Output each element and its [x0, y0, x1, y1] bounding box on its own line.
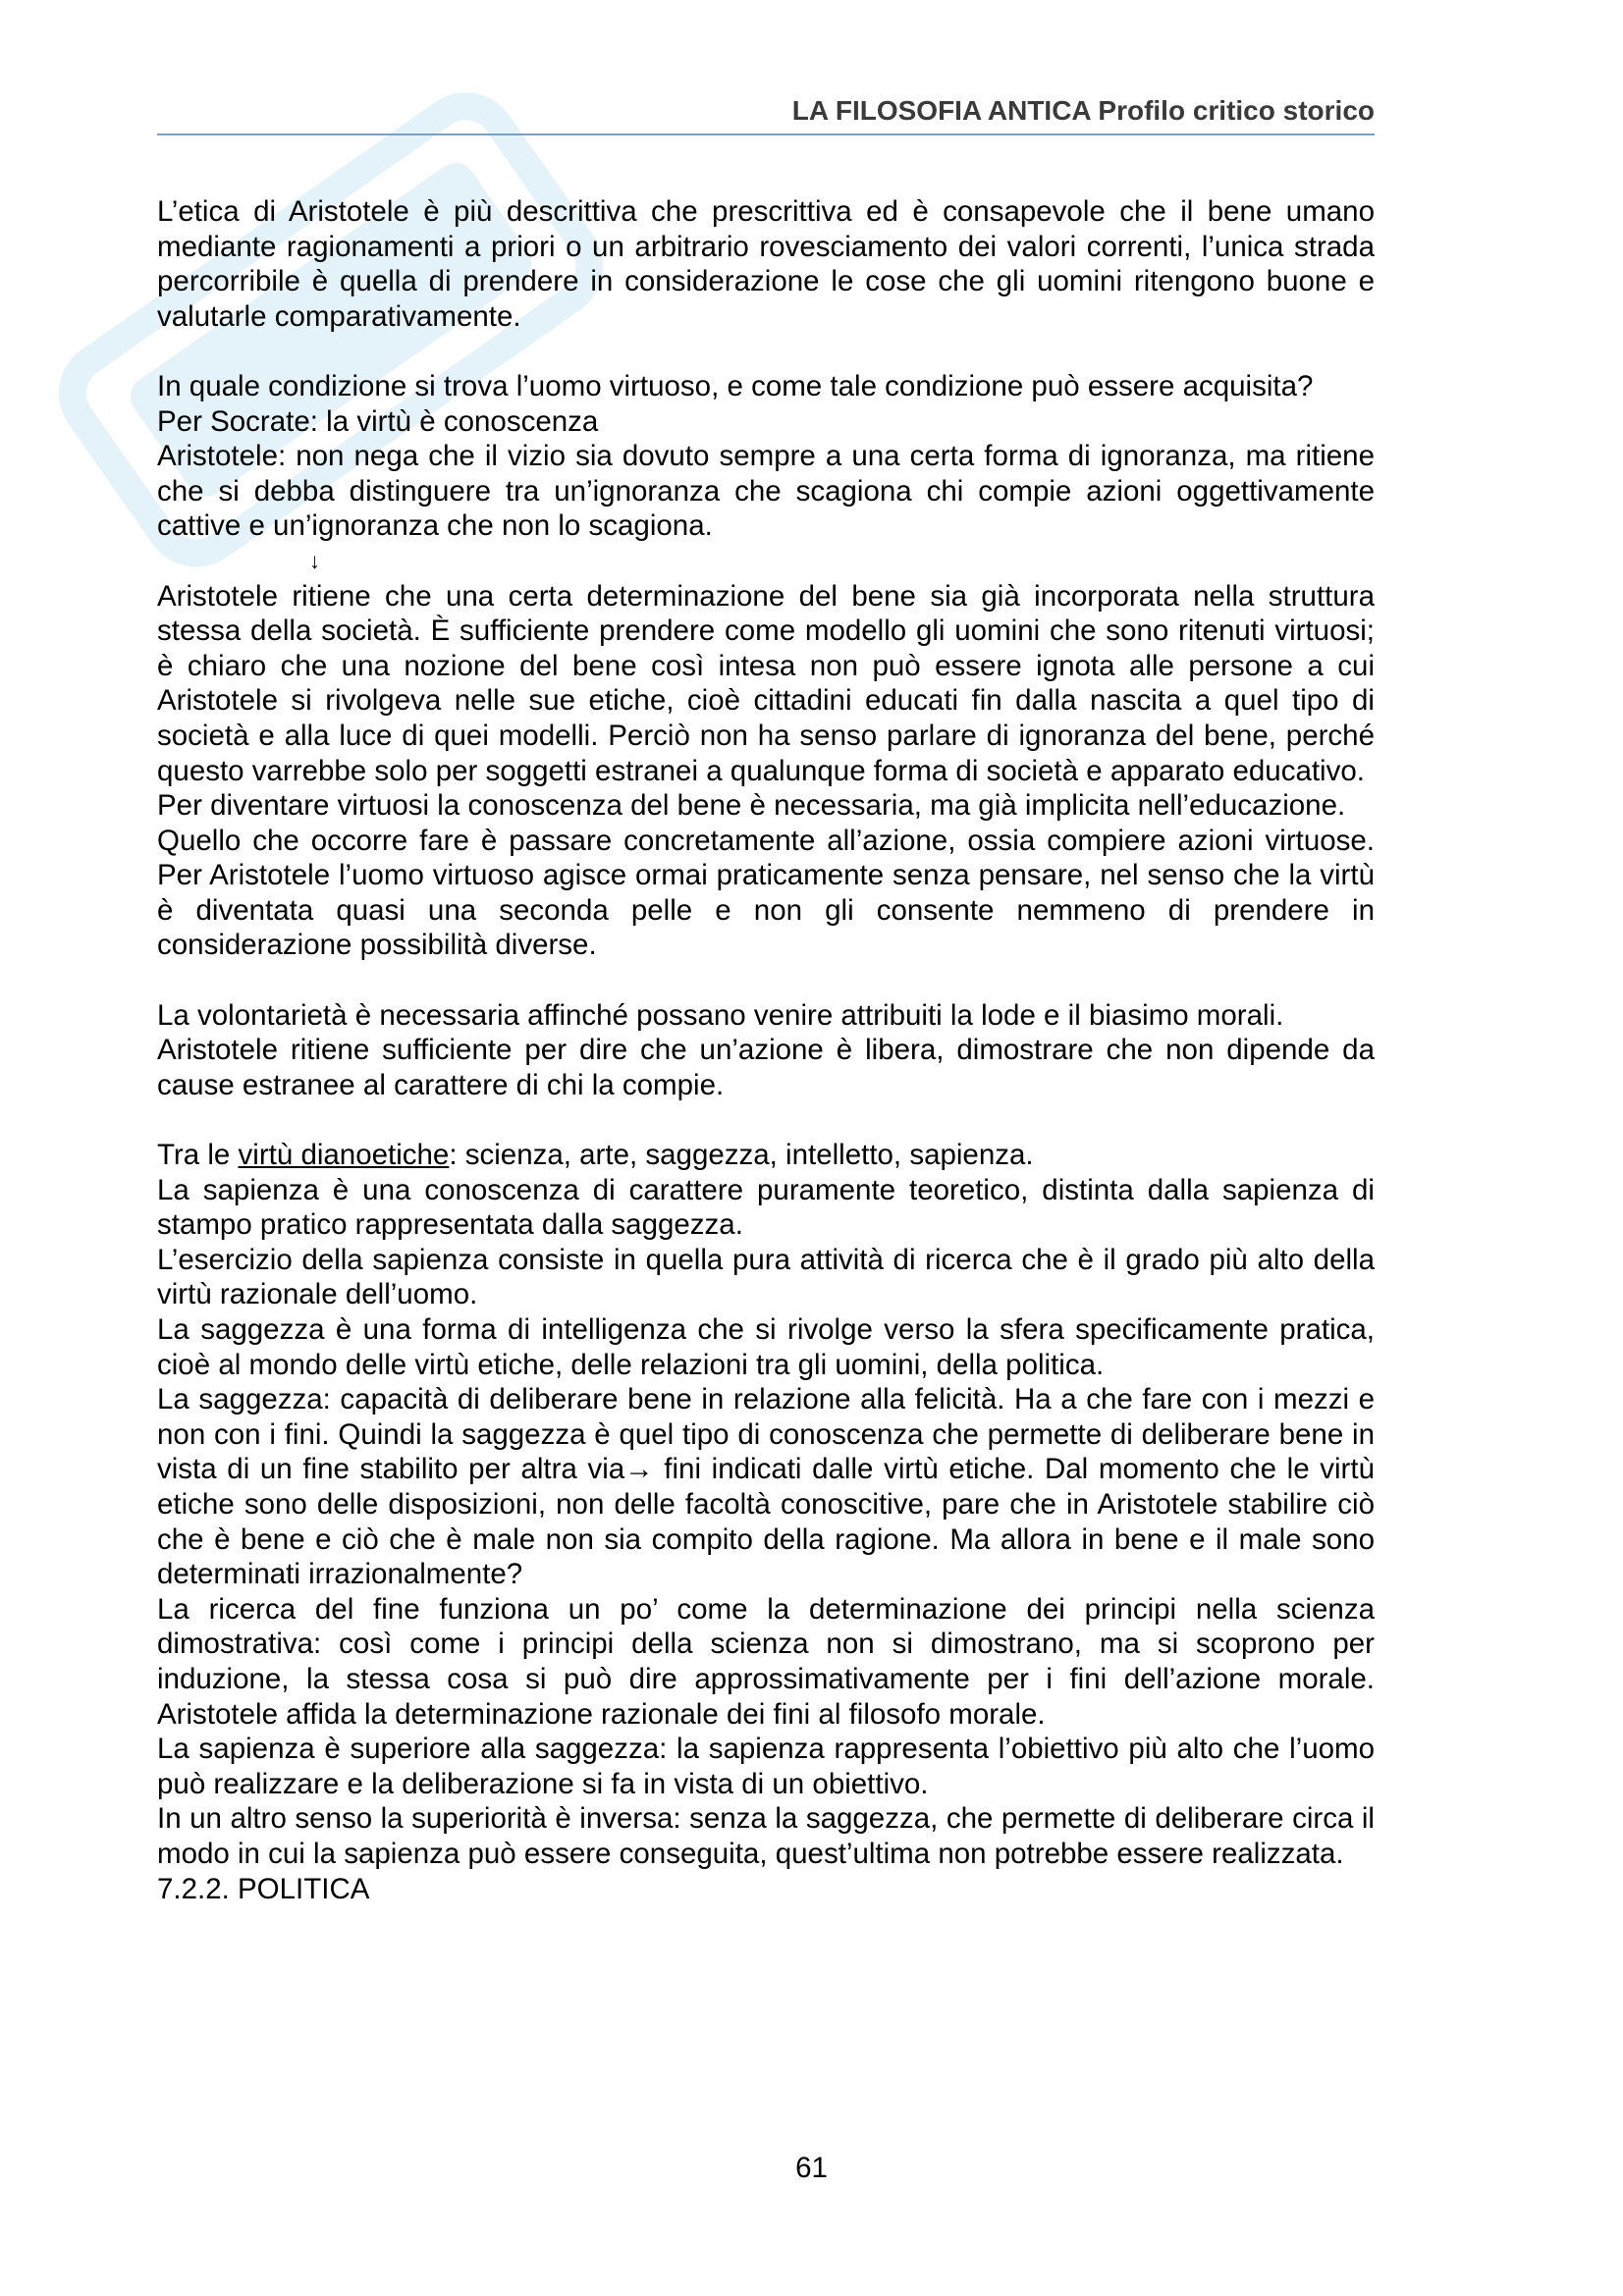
- section-heading: 7.2.2. POLITICA: [157, 1872, 370, 1905]
- text-suffix: : scienza, arte, saggezza, intelletto, sapienza.: [449, 1139, 1034, 1172]
- paragraph-aristotle-ignorance: Aristotele: non nega che il vizio sia dovuto sempre a una certa forma di ignoranza, ma ritiene che si debba distinguere tra un’ignoranza che scagiona chi compie azioni oggettivamente cattive e un’ignoranza che non lo scagiona.: [157, 440, 1375, 543]
- paragraph-virtuous: Per diventare virtuosi la conoscenza del bene è necessaria, ma già implicita nell’educazione.: [157, 789, 1346, 823]
- paragraph-society: Aristotele ritiene che una certa determinazione del bene sia già incorporata nella struttura stessa della società. È sufficiente prendere come modello gli uomini che sono ritenuti virtuosi; è chiaro che una nozione del bene così intesa non può essere ignota alle persone a cui Aristotele si rivolgeva nelle sue etiche, cioè cittadini educati fin dalla nascita a quel tipo di società e alla luce di quei modelli. Perciò non ha senso parlare di ignoranza del bene, perché questo varrebbe solo per soggetti estranei a qualunque forma di società e apparato educativo.: [157, 579, 1375, 787]
- paragraph-gap: [157, 334, 1375, 369]
- paragraph-voluntariness: La volontarietà è necessaria affinché possano venire attribuiti la lode e il biasimo morali.: [157, 998, 1284, 1032]
- running-header: LA FILOSOFIA ANTICA Profilo critico storico: [157, 96, 1375, 135]
- paragraph-gap: [157, 963, 1375, 998]
- paragraph-end-research: La ricerca del fine funziona un po’ come la determinazione dei principi nella scienza dimostrativa: così come i principi della scienza non si dimostrano, ma si scoprono per induzione, la stessa cosa si può dire approssimativamente per i fini dell’azione morale. Aristotele affida la determinazione razionale dei fini al filosofo morale.: [157, 1592, 1375, 1731]
- paragraph-dianoetic: [157, 1138, 1375, 1173]
- paragraph-wisdom: La sapienza è una conoscenza di carattere puramente teoretico, distinta dalla sapienza di stampo pratico rappresentata dalla saggezza.: [157, 1173, 1375, 1242]
- paragraph-action: Quello che occorre fare è passare concretamente all’azione, ossia compiere azioni virtuose. Per Aristotele l’uomo virtuoso agisce ormai praticamente senza pensare, nel senso che la virtù è diventata quasi una seconda pelle e non gli consente nemmeno di prendere in considerazione possibilità diverse.: [157, 824, 1375, 962]
- underlined-term: virtù dianoetiche: [238, 1139, 450, 1172]
- paragraph-ethics-intro: L’etica di Aristotele è più descrittiva che prescrittiva ed è consapevole che il bene umano mediante ragionamenti a priori o un arbitrario rovesciamento dei valori correnti, l’unica strada percorribile è quella di prendere in considerazione le cose che gli uomini ritengono buone e valutarle comparativamente.: [157, 195, 1375, 333]
- down-arrow-icon: ↓: [309, 548, 320, 573]
- paragraph-prudence: La saggezza è una forma di intelligenza che si rivolge verso la sfera specificamente pratica, cioè al mondo delle virtù etiche, delle relazioni tra gli uomini, della politica.: [157, 1313, 1375, 1381]
- text-prefix: Tra le: [157, 1139, 239, 1172]
- paragraph-free-action: Aristotele ritiene sufficiente per dire che un’azione è libera, dimostrare che non dipende da cause estranee al carattere di chi la compie.: [157, 1034, 1375, 1101]
- page-number: 61: [795, 2152, 828, 2184]
- paragraph-socrates: Per Socrate: la virtù è conoscenza: [157, 404, 599, 438]
- paragraph-prudence-deliberation: La saggezza: capacità di deliberare bene in relazione alla felicità. Ha a che fare con i mezzi e non con i fini. Quindi la saggezza è quel tipo di conoscenza che permette di deliberare bene in vista di un fine stabilito per altra via→ fini indicati dalle virtù etiche. Dal momento che le virtù etiche sono delle disposizioni, non delle facoltà conoscitive, pare che in Aristotele stabilire ciò che è bene e ciò che è male non sia compito della ragione. Ma allora in bene e il male sono determinati irrazionalmente?: [157, 1383, 1375, 1591]
- paragraph-question: In quale condizione si trova l’uomo virtuoso, e come tale condizione può essere acquisita?: [157, 369, 1314, 402]
- page-body: [157, 194, 1375, 1906]
- paragraph-inverse-superiority: In un altro senso la superiorità è inversa: senza la saggezza, che permette di deliberare circa il modo in cui la sapienza può essere conseguita, quest’ultima non potrebbe essere realizzata.: [157, 1802, 1375, 1870]
- paragraph-wisdom-exercise: L’esercizio della sapienza consiste in quella pura attività di ricerca che è il grado più alto della virtù razionale dell’uomo.: [157, 1243, 1375, 1311]
- paragraph-gap: [157, 1102, 1375, 1138]
- paragraph-superiority: La sapienza è superiore alla saggezza: la sapienza rappresenta l’obiettivo più alto che l’uomo può realizzare e la deliberazione si fa in vista di un obiettivo.: [157, 1733, 1375, 1800]
